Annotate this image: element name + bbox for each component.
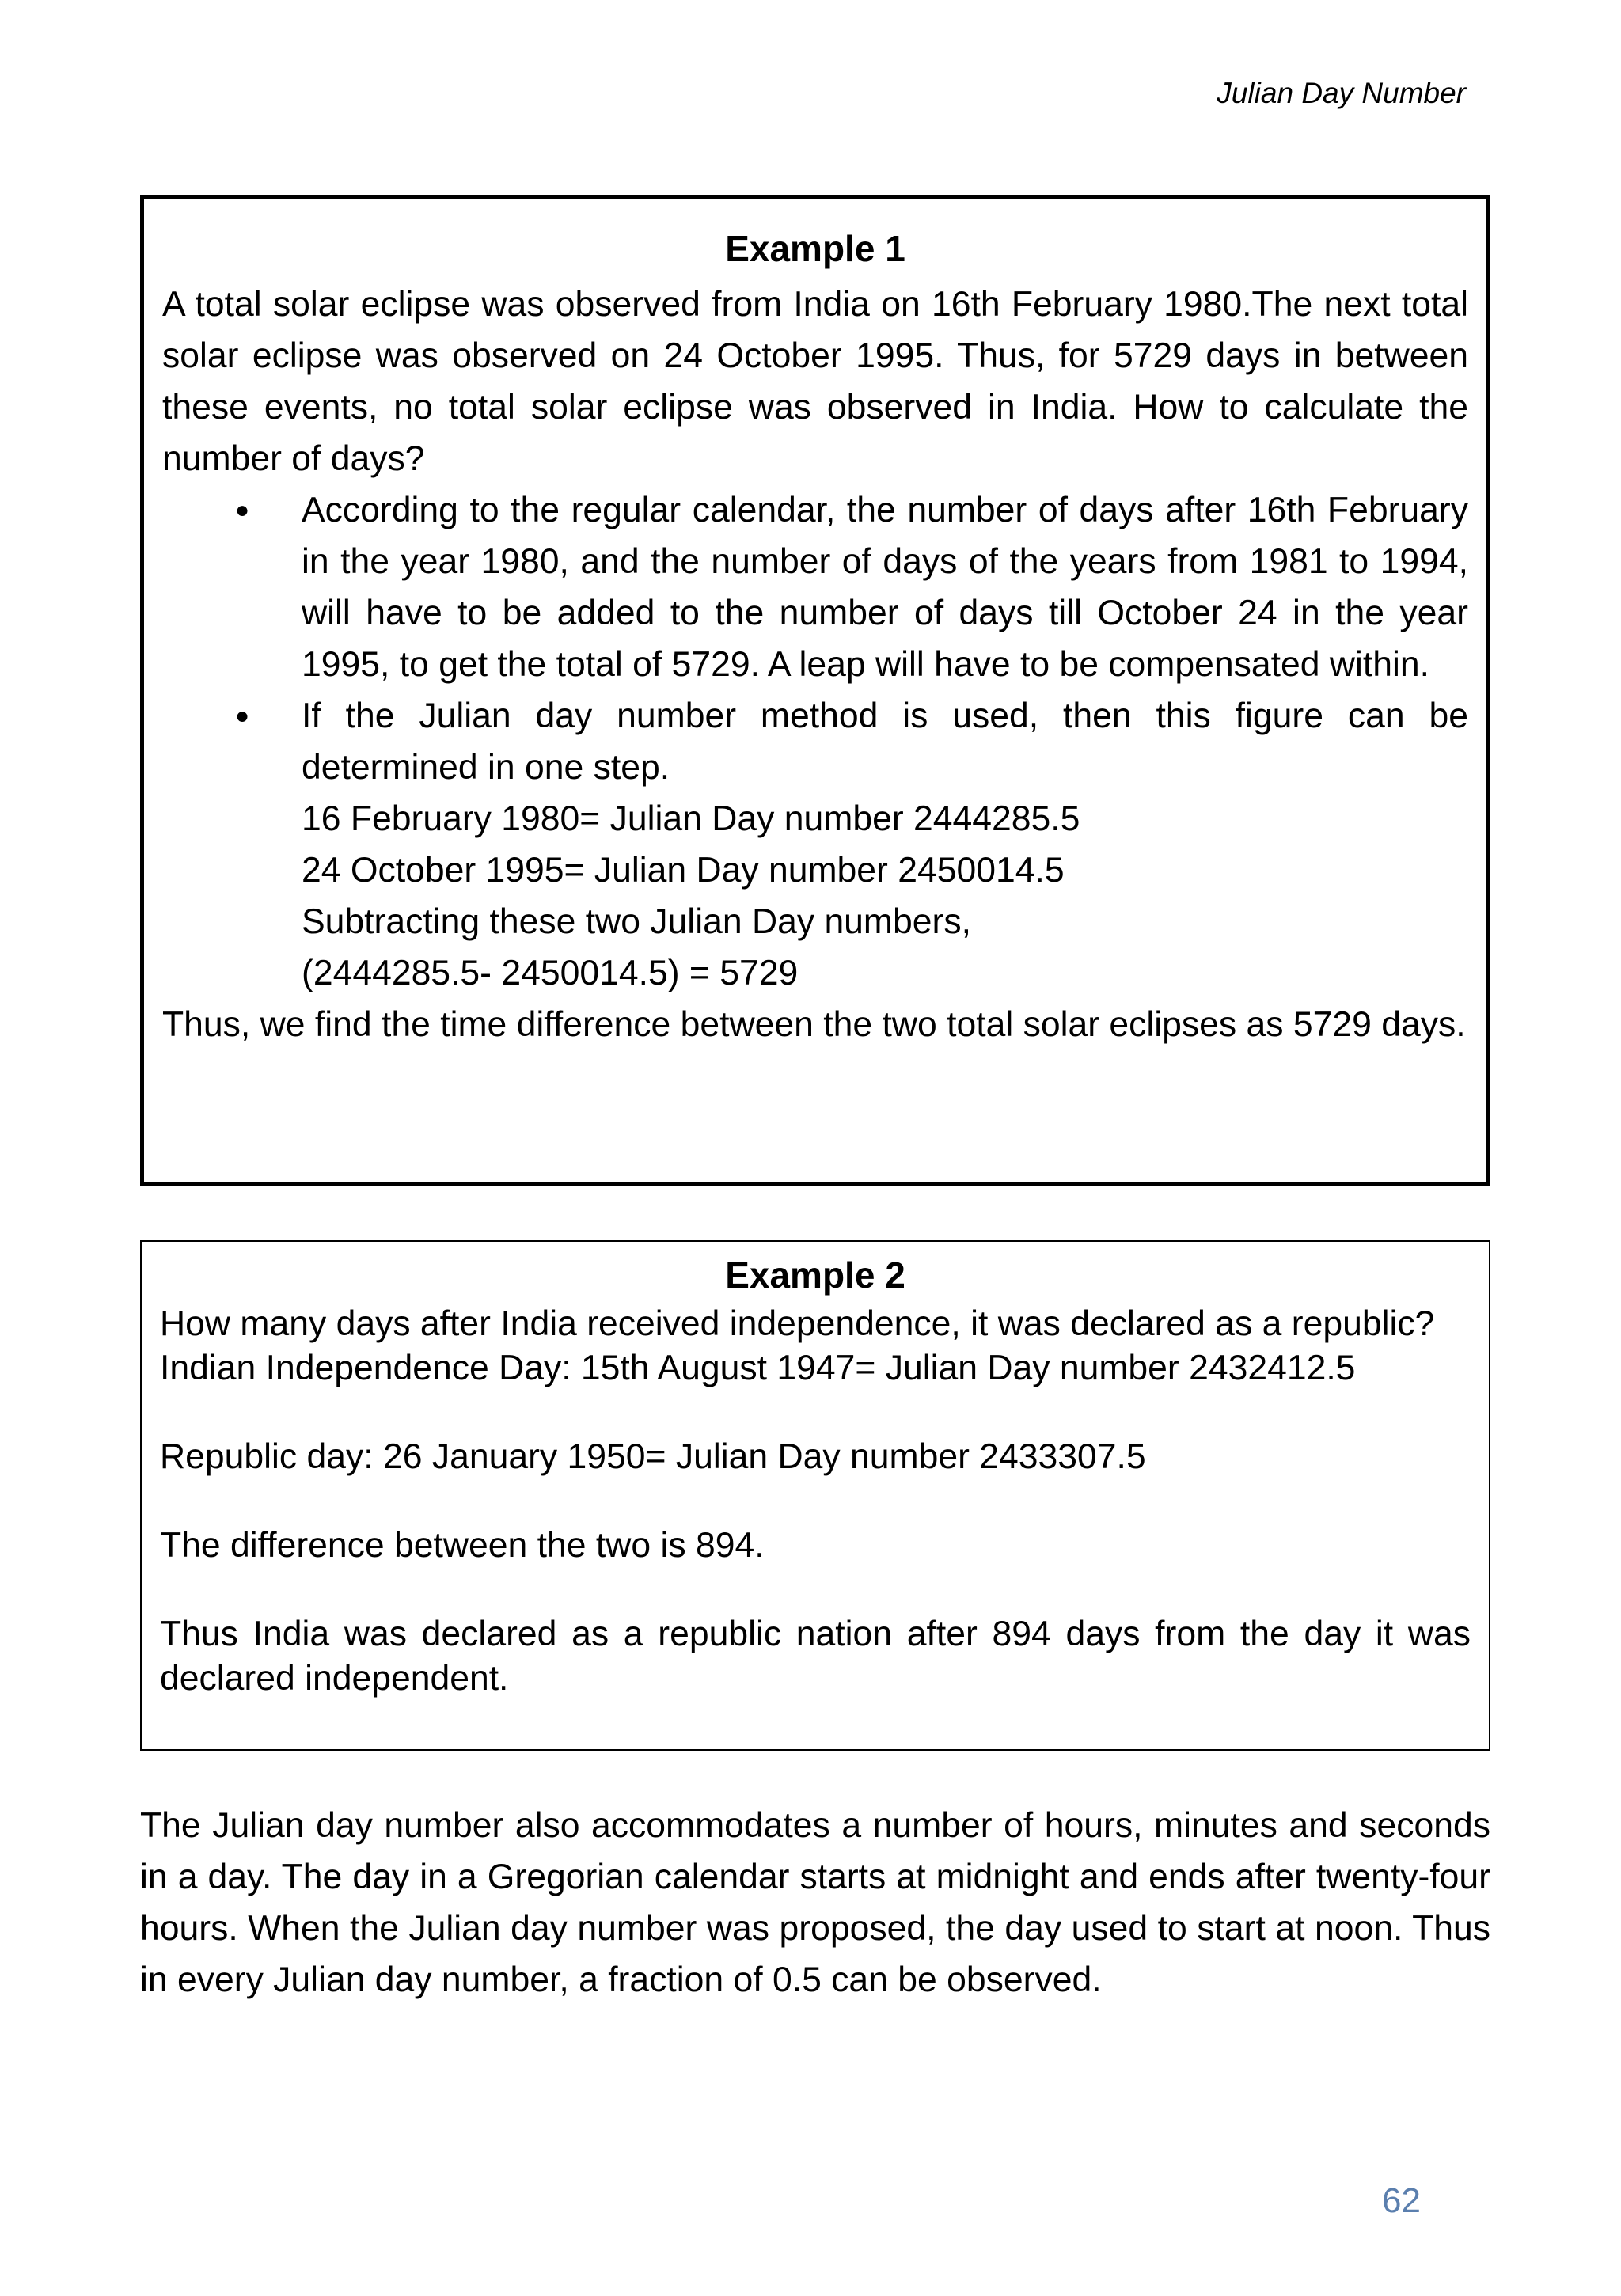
- difference-line: The difference between the two is 894.: [160, 1526, 765, 1565]
- bullet-dot-icon: ●: [235, 703, 250, 729]
- page-number: 62: [1382, 2181, 1421, 2220]
- example-1-bullet-list: [162, 484, 1468, 999]
- example-1-conclusion: Thus, we find the time difference between the two total solar eclipses as 5729 days.: [162, 1005, 1466, 1044]
- example-2-question: How many days after India received independence, it was declared as a republic?: [160, 1304, 1435, 1343]
- julian-line-1995: 24 October 1995= Julian Day number 2450014.5: [302, 851, 1065, 890]
- independence-day-line: Indian Independence Day: 15th August 1947= Julian Day number 2432412.5: [160, 1349, 1356, 1387]
- example-1-box: [140, 195, 1490, 1186]
- running-header: Julian Day Number: [1217, 77, 1466, 109]
- bullet-2-text: If the Julian day number method is used, then this figure can be determined in one step.: [302, 696, 1468, 787]
- body-paragraph: The Julian day number also accommodates a number of hours, minutes and seconds in a day. The day in a Gregorian calendar starts at midnight and ends after twenty-four hours. When the Julian day number was proposed, the day used to start at noon. Thus in every Julian day number, a fraction of 0.5 can be observed.: [140, 1806, 1490, 1999]
- example-1-bullet-2: [162, 690, 1468, 999]
- julian-line-1980: 16 February 1980= Julian Day number 2444285.5: [302, 799, 1080, 838]
- example-2-box: [140, 1240, 1490, 1751]
- example-1-bullet-1: [162, 484, 1468, 690]
- republic-day-line: Republic day: 26 January 1950= Julian Day number 2433307.5: [160, 1437, 1146, 1476]
- example-1-intro: A total solar eclipse was observed from India on 16th February 1980.The next total solar eclipse was observed on 24 October 1995. Thus, for 5729 days in between these events, no total solar eclipse was observed in India. How to calculate the number of days?: [162, 285, 1468, 478]
- subtracting-line: Subtracting these two Julian Day numbers,: [302, 902, 971, 941]
- example-2-conclusion: Thus India was declared as a republic nation after 894 days from the day it was declared independent.: [160, 1615, 1471, 1698]
- bullet-dot-icon: ●: [235, 497, 250, 523]
- difference-equation: (2444285.5- 2450014.5) = 5729: [302, 954, 799, 992]
- bullet-1-text: According to the regular calendar, the number of days after 16th February in the year 1980, and the number of days of the years from 1981 to 1994, will have to be added to the number of days till October 24 in the year 1995, to get the total of 5729. A leap will have to be compensated within.: [302, 491, 1468, 684]
- example-2-title: Example 2: [725, 1254, 905, 1296]
- example-1-title: Example 1: [725, 228, 905, 269]
